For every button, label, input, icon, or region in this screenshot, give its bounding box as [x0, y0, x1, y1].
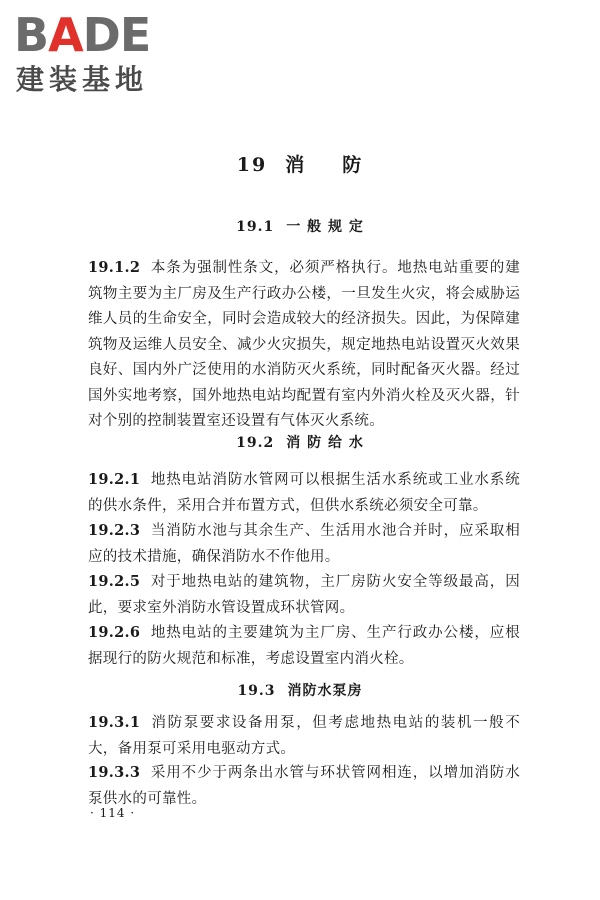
clause-text: 当消防水池与其余生产、生活用水池合并时，应采取相应的技术措施，确保消防水不作他用。 [88, 523, 520, 565]
page-number: · 114 · [90, 806, 136, 820]
clause-19-2-3 [88, 518, 520, 570]
clause-text: 地热电站消防水管网可以根据生活水系统或工业水系统的供水条件，采用合并布置方式，但供水系统必须安全可靠。 [88, 472, 520, 514]
logo-letter-a: A [48, 8, 83, 62]
clause-19-2-1 [88, 467, 520, 519]
section-name: 一 般 规 定 [286, 219, 364, 235]
chapter-number: 19 [236, 154, 268, 176]
chapter-title [0, 150, 600, 177]
section-number: 19.2 [236, 435, 275, 451]
clause-text: 本条为强制性条文，必须严格执行。地热电站重要的建筑物主要为主厂房及生产行政办公楼，一旦发生火灾，将会威胁运维人员的生命安全，同时会造成较大的经济损失。因此，为保障建筑物及运维人员安全、减少火灾损失，规定地热电站设置灭火效果良好、国内外广泛使用的水消防灭火系统，同时配备灭火器。经过国外实地考察，国外地热电站均配置有室内外消火栓及灭火器，针对个别的控制装置室还设置有气体灭火系统。 [88, 260, 520, 429]
section-number: 19.3 [237, 683, 276, 699]
clause-text: 地热电站的主要建筑为主厂房、生产行政办公楼，应根据现行的防火规范和标准，考虑设置室内消火栓。 [88, 625, 520, 667]
clause-19-1-2 [88, 255, 520, 435]
clause-19-3-1 [88, 710, 520, 762]
section-name: 消 防 给 水 [286, 435, 364, 451]
section-title-19-2 [0, 432, 600, 452]
clause-text: 对于地热电站的建筑物，主厂房防火安全等级最高，因此，要求室外消防水管设置成环状管网。 [88, 574, 520, 616]
section-number: 19.1 [236, 219, 275, 235]
logo-wordmark [14, 10, 150, 60]
logo-letter-b: B [14, 8, 49, 62]
section-name: 消防水泵房 [287, 683, 363, 699]
clause-number: 19.2.5 [88, 573, 141, 590]
clause-number: 19.2.3 [88, 522, 141, 539]
clause-number: 19.1.2 [88, 259, 141, 276]
clause-text: 消防泵要求设备用泵，但考虑地热电站的装机一般不大，备用泵可采用电驱动方式。 [88, 715, 520, 757]
logo-letters-de: DE [82, 8, 151, 62]
clause-19-2-6 [88, 620, 520, 672]
clause-19-3-3 [88, 760, 520, 812]
logo-subtitle: 建装基地 [16, 63, 149, 96]
section-title-19-3 [0, 680, 600, 700]
clause-19-2-5 [88, 569, 520, 621]
clause-number: 19.3.1 [88, 714, 141, 731]
clause-number: 19.2.6 [88, 624, 141, 641]
logo [14, 10, 179, 100]
chapter-title-part2: 防 [342, 154, 364, 176]
clause-number: 19.2.1 [88, 471, 141, 488]
section-title-19-1 [0, 216, 600, 236]
chapter-title-part1: 消 [285, 154, 307, 176]
clause-number: 19.3.3 [88, 764, 141, 781]
clause-text: 采用不少于两条出水管与环状管网相连，以增加消防水泵供水的可靠性。 [88, 765, 520, 807]
